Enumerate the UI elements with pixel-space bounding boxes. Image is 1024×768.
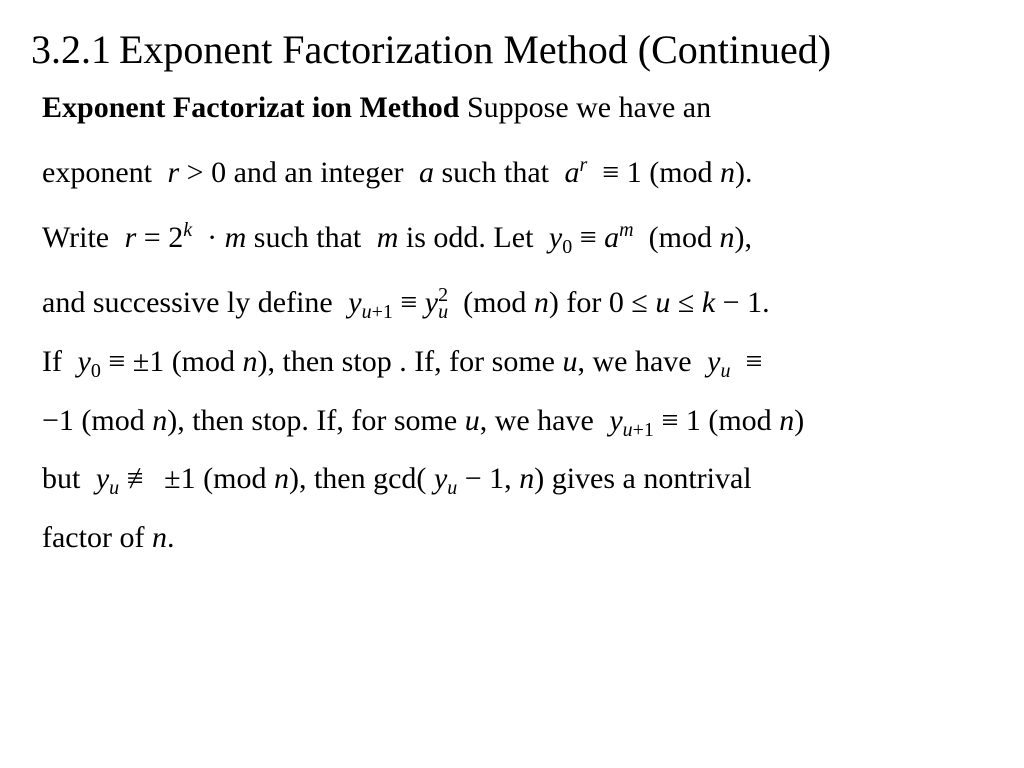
math-expression: m (376, 221, 399, 254)
text-fragment: then stop. If, for some (192, 404, 458, 437)
text-fragment: such that (253, 221, 362, 254)
text-fragment: is odd. Let (405, 221, 534, 254)
body-line-7 (42, 461, 752, 497)
math-expression: $y_{u+1} \equiv 1$ (mod n) (609, 404, 805, 441)
body-line-2 (42, 155, 753, 191)
text-fragment: we have (592, 345, 692, 378)
text-fragment: Suppose we have an (466, 91, 712, 124)
math-expression: $a^r \equiv 1$ (mod n). (564, 154, 753, 189)
math-expression: $r = 2^k \cdot m$ (124, 219, 247, 254)
text-fragment: Write (42, 221, 110, 254)
text-fragment: for (566, 286, 602, 319)
body-line-8 (42, 520, 174, 556)
text-fragment: exponent (42, 156, 152, 189)
math-expression: $y_u - 1$, n) (433, 462, 545, 499)
text-fragment: then gcd( (313, 462, 427, 495)
math-expression: 0 ≤ u ≤ k − 1. (608, 286, 770, 319)
page-title (31, 28, 831, 72)
text-fragment: we have (494, 404, 594, 437)
body-line-3 (42, 220, 752, 256)
section-title: Exponent Factorization Method (Continued) (119, 27, 832, 72)
math-expression: $y_0 \equiv a^m$ (mod n), (548, 219, 752, 258)
text-fragment: and an integer (233, 156, 404, 189)
text-fragment: factor of (42, 521, 145, 554)
math-expression: −1 (mod n), (42, 404, 185, 437)
math-expression: u, (562, 345, 585, 378)
text-fragment: but (42, 462, 81, 495)
math-expression: r > 0 (167, 156, 227, 189)
math-expression: u, (464, 404, 488, 437)
text-fragment: gives a nontrival (551, 462, 752, 495)
math-expression: $y_0 \equiv \pm 1$ (mod n), (77, 345, 276, 382)
math-expression: n. (151, 521, 175, 554)
text-fragment: and successive ly define (42, 286, 333, 319)
math-expression: $y_{u+1} \equiv y_u^2$ (mod n) (348, 284, 559, 323)
section-number: 3.2.1 (31, 27, 111, 72)
body-line-5 (42, 344, 762, 380)
body-line-1 (42, 90, 711, 126)
math-expression: $y_u$ ≡ (707, 345, 763, 382)
text-fragment: If (42, 345, 62, 378)
body-line-6 (42, 403, 804, 439)
text-fragment: such that (441, 156, 549, 189)
text-fragment: then stop . If, for some (282, 345, 555, 378)
math-expression: $y_u$ ≢ ±1 (mod n), (95, 462, 307, 499)
body-line-4 (42, 285, 770, 321)
method-name: Exponent Factorizat ion Method (42, 91, 460, 124)
math-expression: a (419, 156, 434, 189)
